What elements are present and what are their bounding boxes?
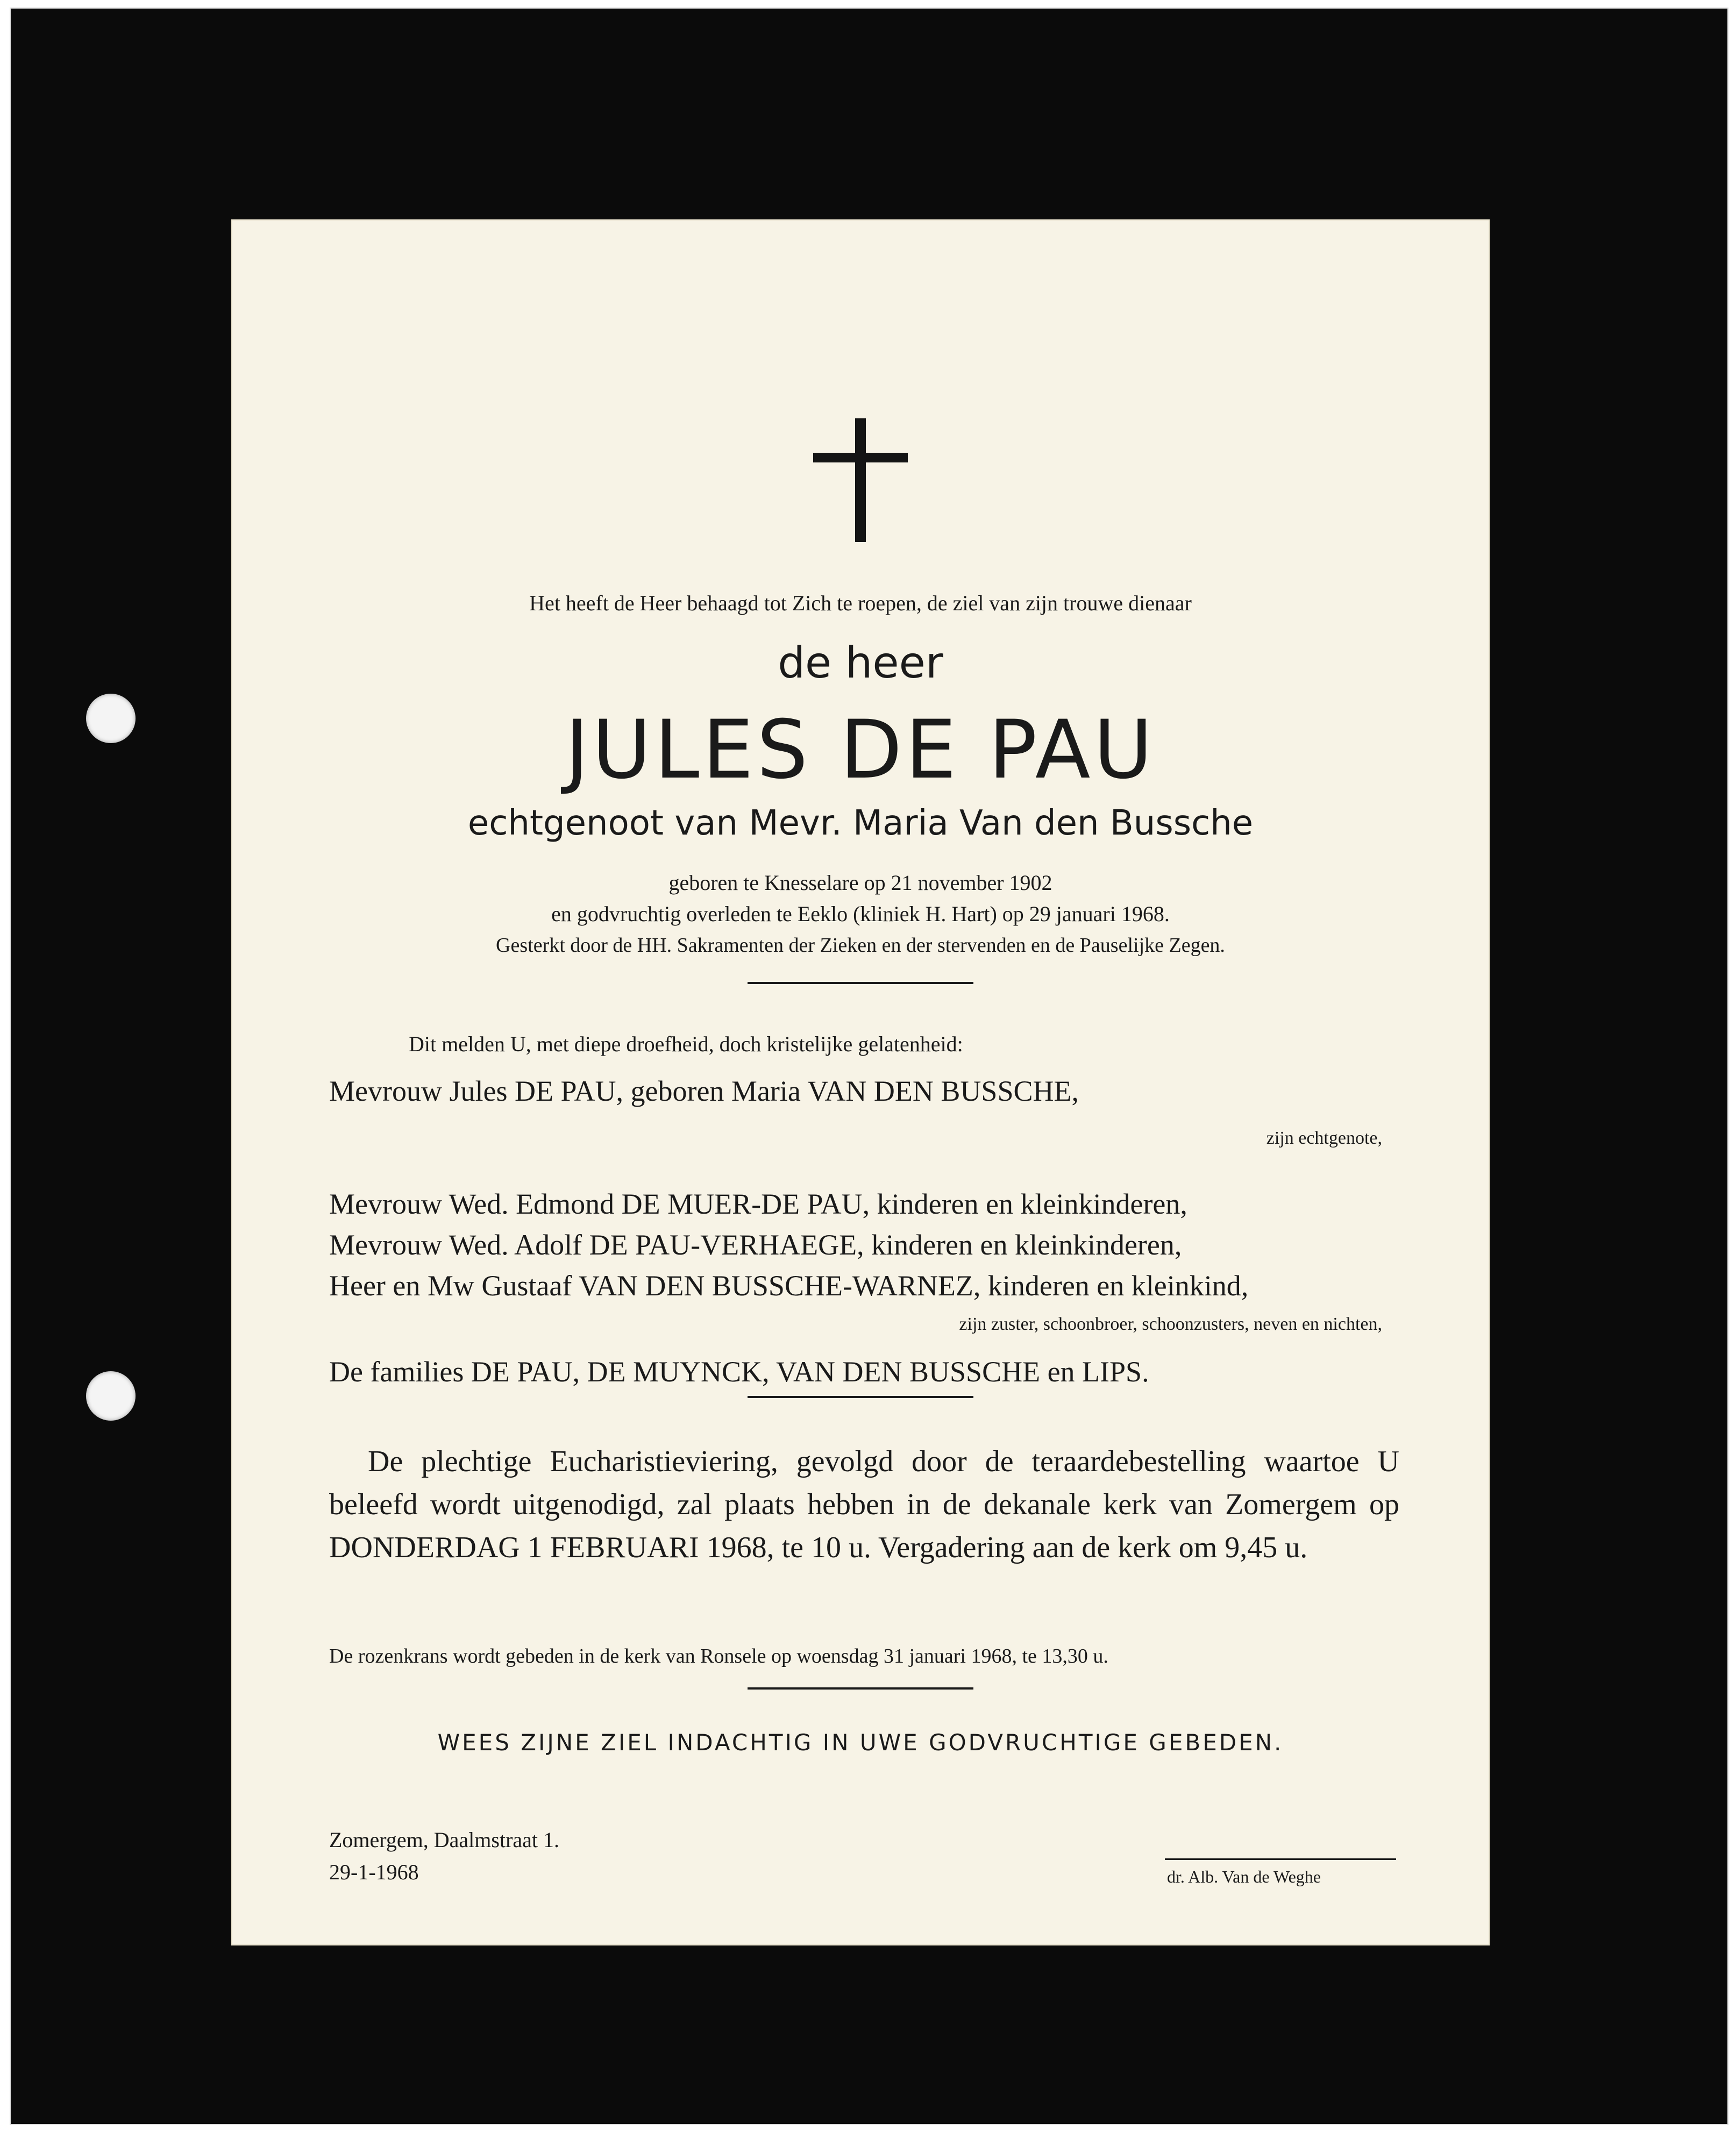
divider-rule — [748, 982, 973, 984]
family-note: zijn echtgenote, — [1266, 1128, 1382, 1148]
prayer-line: WEES ZIJNE ZIEL INDACHTIG IN UWE GODVRUCHTIGE GEBEDEN. — [437, 1729, 1284, 1756]
punch-hole-bottom — [86, 1371, 136, 1421]
intro-text: Het heeft de Heer behaagd tot Zich te roepen, de ziel van zijn trouwe dienaar — [529, 591, 1192, 615]
sacraments-line: Gesterkt door de HH. Sakramenten der Zieken en der stervenden en de Pauselijke Zegen. — [496, 934, 1225, 957]
family-line: Mevrouw Wed. Adolf DE PAU-VERHAEGE, kinderen en kleinkinderen, — [329, 1229, 1182, 1261]
footer-address: Zomergem, Daalmstraat 1. — [329, 1828, 560, 1852]
announcement-intro: Dit melden U, met diepe droefheid, doch kristelijke gelatenheid: — [409, 1032, 963, 1056]
ceremony-paragraph: De plechtige Eucharistieviering, gevolgd door de teraardebestelling waartoe U beleefd wordt uitgenodigd, zal plaats hebben in de dekanale kerk van Zomergem op DONDERDAG 1 FEBRUARI 1968, te 10 u. Vergadering aan de kerk om 9,45 u. — [329, 1445, 1399, 1564]
family-line: Heer en Mw Gustaaf VAN DEN BUSSCHE-WARNEZ, kinderen en kleinkind, — [329, 1270, 1249, 1302]
family-line: De families DE PAU, DE MUYNCK, VAN DEN BUSSCHE en LIPS. — [329, 1356, 1149, 1388]
rosary-line: De rozenkrans wordt gebeden in de kerk van Ronsele op woensdag 31 januari 1968, te 13,30 u. — [329, 1645, 1108, 1667]
death-notice-card — [231, 219, 1490, 1945]
death-line: en godvruchtig overleden te Eeklo (kliniek H. Hart) op 29 januari 1968. — [551, 902, 1170, 926]
family-line: Mevrouw Jules DE PAU, geboren Maria VAN DEN BUSSCHE, — [329, 1075, 1079, 1107]
family-note: zijn zuster, schoonbroer, schoonzusters, neven en nichten, — [959, 1314, 1382, 1334]
footer-date: 29-1-1968 — [329, 1860, 419, 1884]
divider-rule — [748, 1687, 973, 1690]
divider-rule — [748, 1396, 973, 1398]
cross-icon — [813, 418, 908, 542]
printer-credit: dr. Alb. Van de Weghe — [1167, 1867, 1321, 1886]
spouse-line: echtgenoot van Mevr. Maria Van den Bussche — [467, 803, 1254, 843]
birth-line: geboren te Knesselare op 21 november 1902 — [668, 871, 1052, 895]
printer-rule — [1165, 1858, 1396, 1860]
punch-hole-top — [86, 694, 136, 743]
deceased-name: JULES DE PAU — [565, 703, 1156, 797]
family-line: Mevrouw Wed. Edmond DE MUER-DE PAU, kinderen en kleinkinderen, — [329, 1188, 1187, 1220]
honorific-title: de heer — [778, 638, 943, 688]
